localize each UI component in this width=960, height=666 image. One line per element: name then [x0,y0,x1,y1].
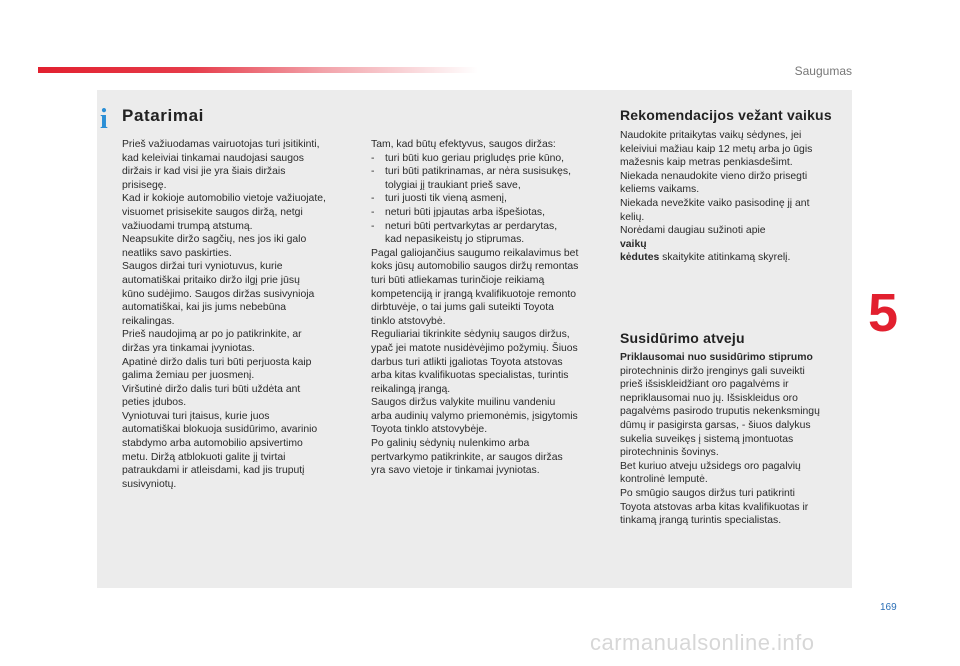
text-line: galima žemiau per juosmenį. [122,370,255,382]
bullet-text: turi juosti tik vieną asmenį, [385,193,507,205]
text-line: kūno sudėjimo. Saugos diržas susivynioja [122,288,315,300]
children-heading: Rekomendacijos vežant vaikus [620,107,832,123]
text-line: Niekada nevežkite vaiko pasisodinę jį ant [620,197,810,209]
text-line: diržas yra tinkamai įvyniotas. [122,342,255,354]
text-line: metu. Diržą atblokuoti galite jį tvirtai [122,451,286,463]
text-line: Po galinių sėdynių nulenkimo arba [371,438,530,450]
seatbelt-intro: Tam, kad būtų efektyvus, saugos diržas: [371,139,556,150]
text-line: reikalingas. [122,315,175,327]
text-line: visuomet prisisekite saugos diržą, netgi [122,206,303,218]
text-line: Prieš važiuodamas vairuotojas turi įsitikinti, [122,139,320,150]
text-line: neatliks savo paskirties. [122,247,232,259]
bullet-mark: - [371,206,375,218]
text-line: keliems vaikams. [620,184,700,196]
info-icon: i [100,104,108,135]
text-line: prieš išsiskleidžiant oro pagalvėms ir [620,379,789,391]
text-line: kontrolinė lemputė. [620,474,708,486]
text-line: nepriklausomai nuo jų. Išsiskleidus oro [620,392,798,404]
bullet-mark: - [371,166,375,178]
bullet-text: neturi būti pertvarkytas ar perdarytas, [385,220,558,232]
text-line: keleiviui mažiau kaip 12 metų arba jo ūgis [620,143,813,155]
child-seat-bold-1: vaikų [620,238,647,250]
text-line: automatiškai blokuoja susidūrimo, avarinio [122,424,318,436]
chapter-number: 5 [868,283,899,343]
text-line: važiuodami trumpą atstumą. [122,220,253,232]
tips-column-1 [122,138,350,491]
bullet-mark [371,179,385,193]
text-line: Naudokite pritaikytas vaikų sėdynes, jei [620,130,802,141]
bullet-mark [371,233,385,247]
crash-text [620,351,848,528]
bullet-mark: - [371,193,375,205]
text-line: Toyota atstovas arba kitas kvalifikuotas ir [620,501,809,513]
text-line: pirotechninis diržo įrenginys gali suveikti [620,365,805,377]
text-line: pertvarkymo patikrinkite, ar saugos diržas [371,451,563,463]
children-tail-line [620,251,848,265]
text-line: stabdymo arba automobilio apsivertimo [122,438,303,450]
text-line: arba audinių valymo priemonėmis, įsigytomis [371,410,578,422]
text-line: Toyota tinklo atstovybėje. [371,424,488,436]
text-line: Kad ir kokioje automobilio vietoje važiuojate, [122,193,326,205]
bullet-text: kad nepasikeistų jo stiprumas. [385,234,525,246]
bullet-item [371,233,603,247]
text-line: Norėdami daugiau sužinoti apie [620,225,766,237]
tips-column-2 [371,138,603,478]
bullet-item [371,165,603,179]
text-line: susivyniotų. [122,478,177,490]
text-line: diržais ir kad visi jie yra šiais diržais [122,166,286,178]
bullet-mark: - [371,152,375,164]
text-line: tinkamą įrangą turintis specialistas. [620,515,782,527]
child-seat-bold-2: kėdutes [620,252,660,264]
watermark: carmanualsonline.info [590,630,815,655]
text-line: tinklo atstovybė. [371,315,446,327]
text-line: automatiškai, kai jis jums nebebūna [122,302,287,314]
bullet-text: turi būti patikrinamas, ar nėra susisukęs, [385,166,571,178]
text-line: pagalvėms pasirodo truputis nekenksmingų [620,406,820,418]
text-line: Viršutinė diržo dalis turi būti uždėta ant [122,383,301,395]
children-bold-line [620,238,848,252]
bullet-item [371,220,603,234]
text-line: Po smūgio saugos diržus turi patikrinti [620,487,795,499]
text-line: Pagal galiojančius saugumo reikalavimus bet [371,247,579,259]
section-title: Saugumas [794,64,852,78]
text-line: automatiškai pritaiko diržo ilgį prie jūsų [122,274,300,286]
text-line: ypač jei matote nusidėvėjimo požymių. Šiuos [371,342,578,354]
text-line: sukelia suveikęs į sistemą įmontuotas [620,433,794,445]
bullet-text: turi būti kuo geriau prigludęs prie kūno, [385,152,565,164]
text-line: Vyniotuvai turi įtaisus, kurie juos [122,410,270,422]
bullet-text: tolygiai jį traukiant prieš save, [385,179,521,191]
text-line: kad keleiviai tinkamai naudojasi saugos [122,152,304,164]
text-line: Saugos diržai turi vyniotuvus, kurie [122,261,283,273]
text-line: dirbtuvėje, o tai jums gali suteikti Toyota [371,302,554,314]
text-line: arba kitas kvalifikuotas specialistas, turintis [371,370,569,382]
crash-heading: Susidūrimo atveju [620,330,745,346]
text-line: Bet kuriuo atveju užsidegs oro pagalvių [620,460,801,472]
header-accent-bar [38,67,478,73]
bullet-item [371,206,603,220]
text-line: Prieš naudojimą ar po jo patikrinkite, ar [122,329,302,341]
children-text [620,129,848,265]
text-line: kompetenciją ir įrangą kvalifikuotoje remonto [371,288,577,300]
text-line: prisisegę. [122,179,167,191]
text-line: Neapsukite diržo sagčių, nes jos iki galo [122,234,307,246]
text-line: Niekada nenaudokite vieno diržo prisegti [620,170,808,182]
bullet-item [371,152,603,166]
bullet-text: neturi būti įpjautas arba išpešiotas, [385,206,545,218]
text-line: dūmų ir pasigirsta garsas, - šiuos dalykus [620,419,811,431]
text-line: darbus turi atlikti įgaliotas Toyota atstovas [371,356,563,368]
text-line: Saugos diržus valykite muilinu vandeniu [371,397,556,409]
bullet-item [371,179,603,193]
text-line: patraukdami ir atleisdami, kad jis truputį [122,465,305,477]
text-line: reikalingą įrangą. [371,383,451,395]
text-line: turi būti atliekamas turinčioje reikiamą [371,274,545,286]
text-line: peties įdubos. [122,397,187,409]
page-number: 169 [880,602,897,613]
bullet-item [371,192,603,206]
text-line: yra savo vietoje ir tinkamai įvyniotas. [371,465,540,477]
text-line: Apatinė diržo dalis turi būti perjuosta kaip [122,356,312,368]
bullet-mark: - [371,220,375,232]
tips-heading: Patarimai [122,106,204,125]
text-line: Reguliariai tikrinkite sėdynių saugos diržus, [371,329,570,341]
crash-bold-line: Priklausomai nuo susidūrimo stiprumo [620,352,813,363]
children-tail: skaitykite atitinkamą skyrelį. [659,252,791,264]
text-line: kelių. [620,211,645,223]
text-line: mažesnis kaip metras penkiasdešimt. [620,157,793,169]
text-line: koks jūsų automobilio saugos diržų remontas [371,261,579,273]
text-line: pirotechninis šovinys. [620,447,719,459]
